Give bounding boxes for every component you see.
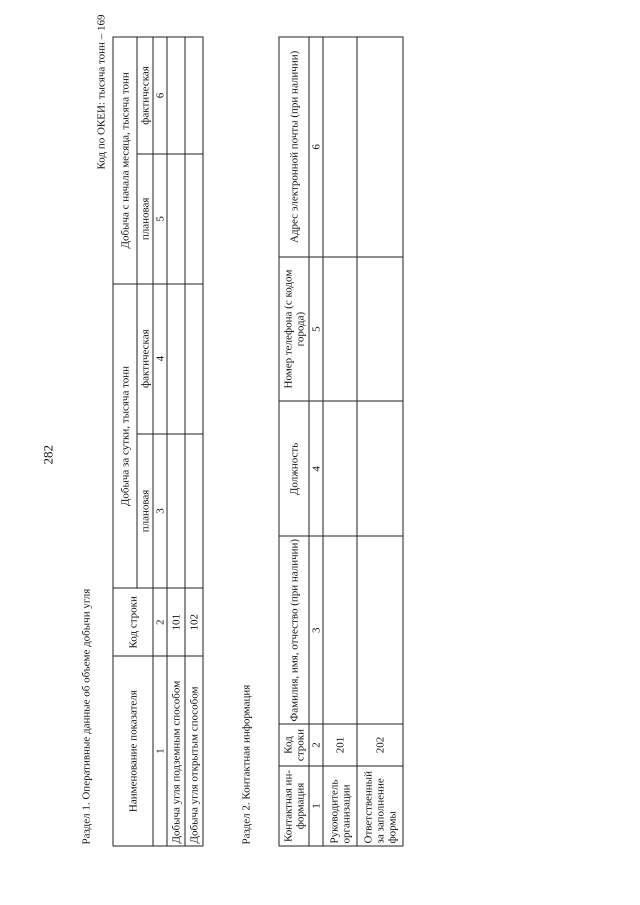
header-monthly: Добыча с начала месяца, тысяча тонн — [113, 37, 137, 284]
header-daily-actual: фактическая — [137, 284, 153, 434]
cell-empty[interactable] — [323, 536, 357, 724]
row-code: 202 — [357, 724, 403, 766]
col-number: 1 — [153, 656, 167, 846]
cell-empty[interactable] — [167, 154, 185, 284]
cell-empty[interactable] — [323, 402, 357, 537]
cell-empty[interactable] — [357, 257, 403, 402]
cell-empty[interactable] — [167, 434, 185, 589]
table-row — [185, 37, 203, 846]
header-phone: Номер телефона (с кодом города) — [279, 257, 309, 402]
page-number: 282 — [40, 445, 56, 465]
section2-table — [279, 37, 404, 847]
header-position: Должность — [279, 402, 309, 537]
cell-empty[interactable] — [357, 37, 403, 257]
cell-empty[interactable] — [357, 402, 403, 537]
table-row — [323, 37, 357, 846]
col-number: 6 — [153, 37, 167, 154]
header-fio: Фамилия, имя, отчество (при наличии) — [279, 536, 309, 724]
cell-empty[interactable] — [323, 37, 357, 257]
header-monthly-actual: фактическая — [137, 37, 153, 154]
header-row-code: Код строки — [113, 588, 153, 656]
col-number: 5 — [153, 154, 167, 284]
col-number: 2 — [309, 724, 323, 766]
header-contact: Контактная ин-формация — [279, 766, 309, 846]
header-monthly-planned: плановая — [137, 154, 153, 284]
row-code: 101 — [167, 588, 185, 656]
row-code: 102 — [185, 588, 203, 656]
cell-empty[interactable] — [185, 284, 203, 434]
row-name: Добыча угля подземным способом — [167, 656, 185, 846]
col-number: 1 — [309, 766, 323, 846]
col-number: 5 — [309, 257, 323, 402]
section1-title: Раздел 1. Оперативные данные об объеме добычи угля — [80, 588, 93, 845]
cell-empty[interactable] — [323, 257, 357, 402]
row-name: Руководитель организации — [323, 766, 357, 846]
section1-table — [113, 37, 204, 847]
section2-title: Раздел 2. Контактная информация — [240, 684, 253, 845]
header-daily-planned: плановая — [137, 434, 153, 589]
cell-empty[interactable] — [167, 284, 185, 434]
row-code: 201 — [323, 724, 357, 766]
cell-empty[interactable] — [185, 37, 203, 154]
col-number: 6 — [309, 37, 323, 257]
col-number: 2 — [153, 588, 167, 656]
okei-code: Код по ОКЕИ: тысяча тонн – 169 — [95, 14, 108, 170]
col-number: 3 — [153, 434, 167, 589]
column-number-row — [309, 37, 323, 846]
cell-empty[interactable] — [185, 154, 203, 284]
row-name: Ответственный за заполнение формы — [357, 766, 403, 846]
cell-empty[interactable] — [185, 434, 203, 589]
col-number: 4 — [309, 402, 323, 537]
header-row-code: Код строки — [279, 724, 309, 766]
table-row — [357, 37, 403, 846]
column-number-row — [153, 37, 167, 846]
header-email: Адрес электронной почты (при наличии) — [279, 37, 309, 257]
header-indicator: Наименование показателя — [113, 656, 153, 846]
header-daily: Добыча за сутки, тысяча тонн — [113, 284, 137, 589]
cell-empty[interactable] — [167, 37, 185, 154]
col-number: 3 — [309, 536, 323, 724]
rotated-page — [1, 0, 640, 905]
col-number: 4 — [153, 284, 167, 434]
row-name: Добыча угля открытым способом — [185, 656, 203, 846]
table-row — [167, 37, 185, 846]
cell-empty[interactable] — [357, 536, 403, 724]
